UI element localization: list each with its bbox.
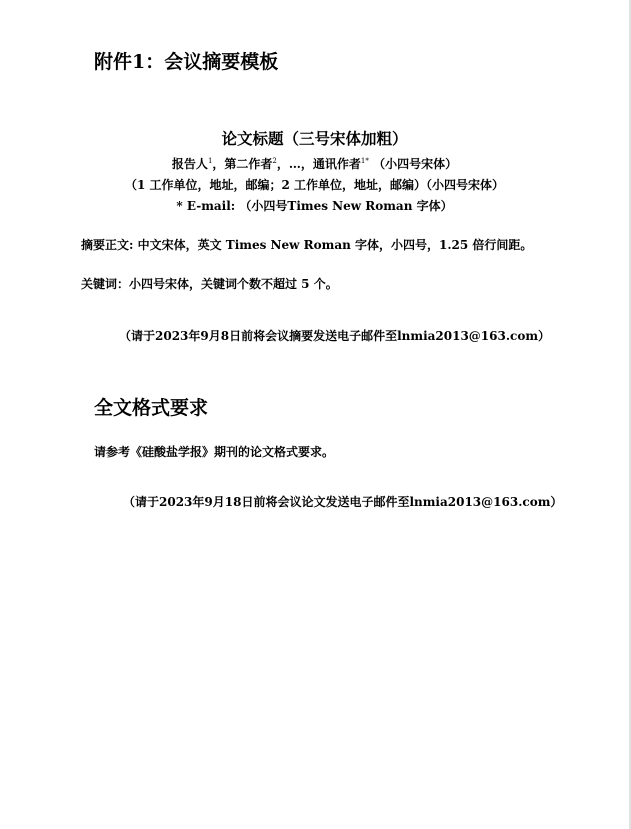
attachment-heading: 附件1：会议摘要模板 [94, 51, 279, 73]
full-paper-deadline-note: （请于2023年9月18日前将会议论文发送电子邮件至lnmia2013@163.com） [123, 495, 563, 509]
second-author-label: ，第二作者 [212, 157, 273, 171]
full-paper-heading: 全文格式要求 [94, 397, 209, 419]
authors-font-note: （小四号宋体） [373, 157, 458, 171]
authors-line [0, 155, 629, 172]
abstract-body-line [81, 236, 532, 253]
second-author-superscript: 2 [272, 157, 277, 165]
presenter-superscript: 1 [207, 157, 213, 165]
abstract-body-text: : 中文宋体，英文 Times New Roman 字体，小四号，1.25 倍行间距。 [129, 238, 533, 252]
corresponding-author-label: ，…，通讯作者 [276, 157, 361, 171]
paper-title: 论文标题（三号宋体加粗） [221, 129, 408, 148]
keywords-line: 关键词：小四号宋体，关键词个数不超过 5 个。 [81, 277, 338, 291]
presenter-label: 报告人 [171, 157, 208, 171]
email-line: * E-mail: （小四号Times New Roman 字体） [176, 199, 453, 213]
affiliation-line: （1 工作单位，地址，邮编；2 工作单位，地址，邮编）（小四号宋体） [124, 178, 505, 192]
corresponding-author-superscript: 1* [360, 157, 369, 165]
full-paper-instruction: 请参考《硅酸盐学报》期刊的论文格式要求。 [94, 445, 335, 459]
abstract-body-label: 摘要正文 [81, 238, 130, 252]
abstract-deadline-note: （请于2023年9月8日前将会议摘要发送电子邮件至lnmia2013@163.com） [119, 329, 551, 343]
